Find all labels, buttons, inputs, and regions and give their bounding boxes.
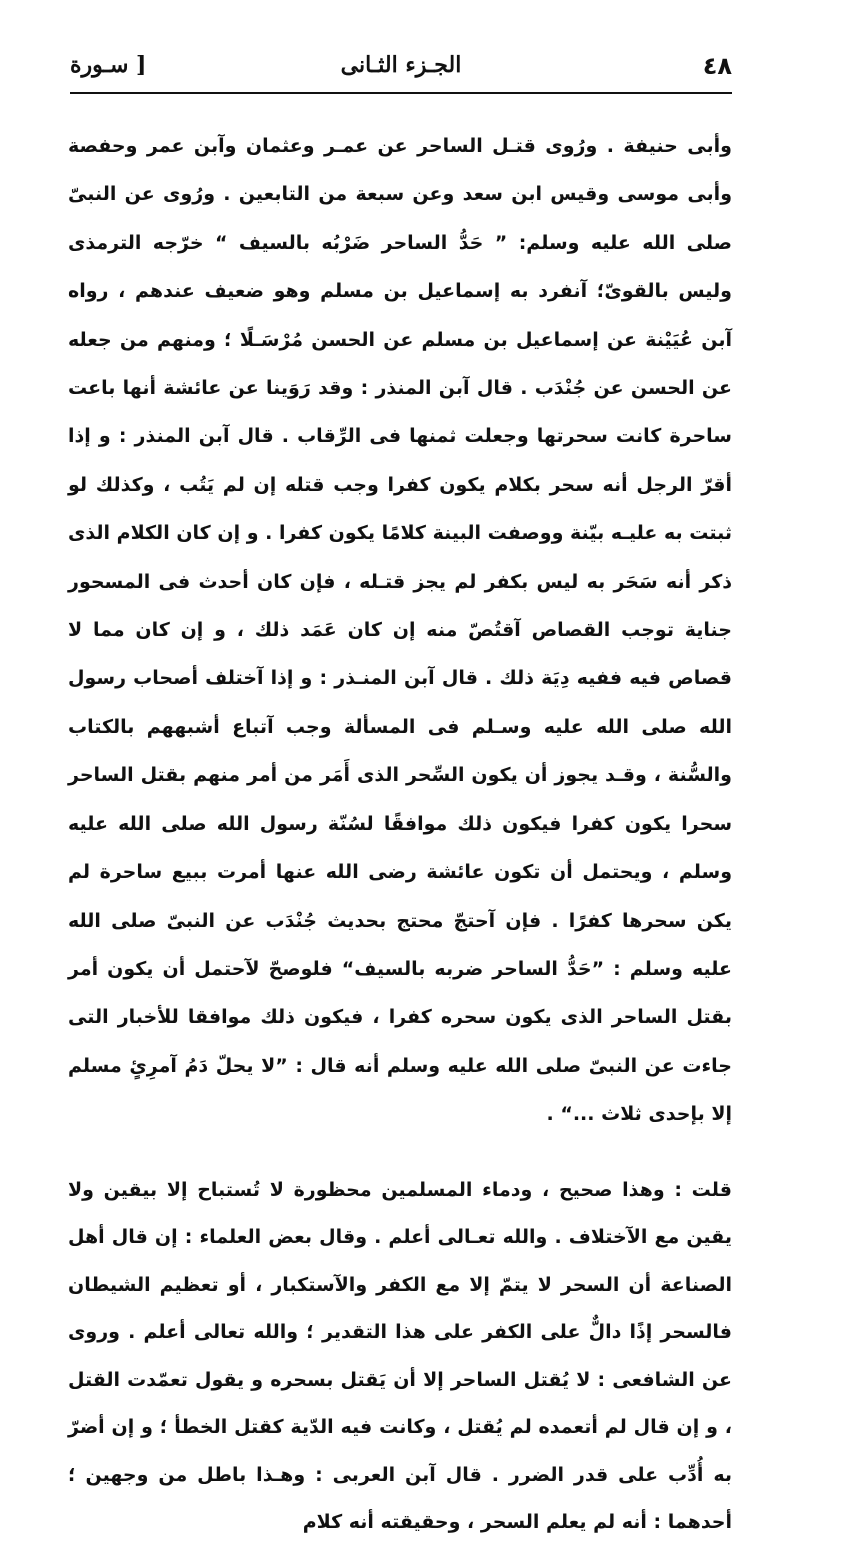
- page-header: [70, 52, 732, 88]
- body-text: [68, 122, 732, 1547]
- paragraph-2: قلت : وهذا صحيح ، ودماء المسلمين محظورة لا تُستباح إلا بيقين ولا يقين مع الآختلاف . والله تعـالى أعلم . وقال بعض العلماء : إن قال أهل الصناعة أن السحر لا يتمّ إلا مع الكفر والآستكبار ، أو تعظيم الشيطان فالسحر إذًا دالٌّ على الكفر على هذا التقدير ؛ والله تعالى أعلم . وروى عن الشافعى : لا يُقتل الساحر إلا أن يَقتل بسحره و يقول تعمّدت القتل ، و إن قال لم أتعمده لم يُقتل ، وكانت فيه الدّية كقتل الخطأ ؛ و إن أضرّ به أُدِّب على قدر الضرر . قال آبن العربى : وهـذا باطل من وجهين ؛ أحدهما : أنه لم يعلم السحر ، وحقيقته أنه كلام: [68, 1178, 732, 1534]
- header-rule: [70, 92, 732, 94]
- paragraph-1: وأبى حنيفة . ورُوى قتـل الساحر عن عمـر وعثمان وآبن عمر وحفصة وأبى موسى وقيس ابن سعد وعن سبعة من التابعين . ورُوى عن النبىّ صلى الله عليه وسلم: ” حَدُّ الساحر ضَرْبُه بالسيف “ خرّجه الترمذى وليس بالقوىّ؛ آنفرد به إسماعيل بن مسلم وهو ضعيف عندهم ، رواه آبن عُيَيْنة عن إسماعيل بن مسلم عن الحسن مُرْسَـلًا ؛ ومنهم من جعله عن الحسن عن جُنْدَب . قال آبن المنذر : وقد رَوَينا عن عائشة أنها باعت ساحرة كانت سحرتها وجعلت ثمنها فى الرِّقاب . قال آبن المنذر : و إذا أقرّ الرجل أنه سحر بكلام يكون كفرا وجب قتله إن لم يَتُب ، وكذلك لو ثبتت به عليـه بيّنة ووصفت البينة كلامًا يكون كفرا . و إن كان الكلام الذى ذكر أنه سَحَر به ليس بكفر لم يجز قتـله ، فإن كان أحدث فى المسحور جناية توجب القصاص آقتُصّ منه إن كان عَمَد ذلك ، و إن كان مما لا قصاص فيه ففيه دِيَة ذلك . قال آبن المنـذر : و إذا آختلف أصحاب رسول الله صلى الله عليه وسـلم فى المسألة وجب آتباع أشبههم بالكتاب والسُّنة ، وقـد يجوز أن يكون السِّحر الذى أَمَر من أمر منهم بقتل الساحر سحرا يكون كفرا فيكون ذلك موافقًا لسُنّة رسول الله صلى الله عليه وسلم ، ويحتمل أن تكون عائشة رضى الله عنها أمرت ببيع ساحرة لم يكن سحرها كفرًا . فإن آحتجّ محتج بحديث جُنْدَب عن النبىّ صلى الله عليه وسلم : ”حَدُّ الساحر ضربه بالسيف“ فلوصحّ لآحتمل أن يكون أمر بقتل الساحر الذى يكون سحره كفرا ، فيكون ذلك موافقا للأخبار التى جاءت عن النبىّ صلى الله عليه وسلم أنه قال : ”لا يحلّ دَمُ آمرِئٍ مسلم إلا بإحدى ثلاث ...“ .: [68, 135, 732, 1126]
- page-number: ٤٨: [702, 52, 732, 80]
- surah-label: [ سـورة: [70, 52, 147, 78]
- running-title: الجـزء الثـانى: [340, 52, 462, 78]
